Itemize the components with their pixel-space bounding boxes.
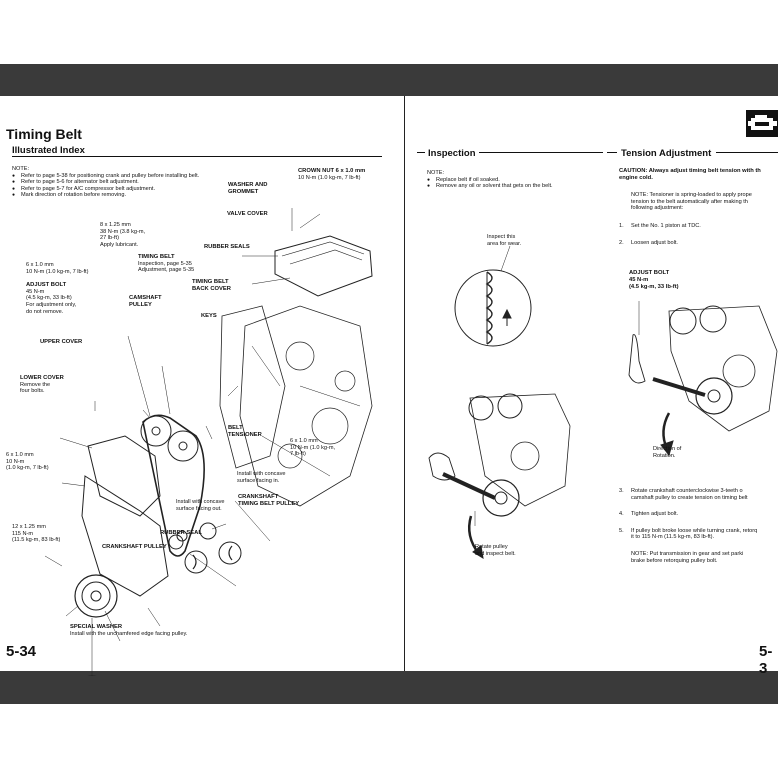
tension-adjust-illustration	[609, 291, 778, 491]
step-number: 2.	[619, 239, 624, 246]
timing-belt-ref: Inspection, page 5-35	[138, 260, 192, 267]
caution-block	[619, 168, 778, 182]
washer-grommet-callout	[228, 182, 267, 196]
section-subtitle: Illustrated Index	[12, 145, 85, 156]
timing-belt-callout	[138, 254, 218, 274]
direction-caption-line: Rotation.	[653, 452, 676, 459]
bolt-spec-line: 115 N-m	[12, 530, 34, 537]
crankshaft-timing-pulley-callout	[238, 494, 299, 508]
left-manual-page	[0, 96, 384, 671]
step-text: it to 115 N-m (11.5 kg-m, 83 lb-ft).	[631, 534, 715, 541]
inspect-caption-line: Inspect this	[487, 234, 516, 240]
step-4	[619, 511, 778, 518]
concave-out-line: surface facing out.	[176, 505, 222, 512]
bolt-6x10-callout-right	[290, 438, 380, 458]
wrench-shape	[653, 379, 705, 395]
inspection-notes	[427, 170, 607, 190]
back-cover-callout	[192, 279, 231, 293]
belt-tensioner-line: BELT	[228, 425, 243, 431]
adjust-bolt-spec: 45 N-m	[26, 288, 45, 295]
rubber-seal-callout: RUBBER SEAL	[160, 530, 202, 536]
adjust-bolt-label: ADJUST BOLT	[629, 270, 670, 276]
inspection-note-item: ● Replace belt if oil soaked.	[427, 177, 607, 184]
direction-caption	[653, 446, 723, 459]
special-washer-callout	[70, 624, 250, 637]
steps-3-5	[619, 488, 778, 564]
concave-out-line: Install with concave	[176, 499, 225, 505]
camshaft-pulley-line: CAMSHAFT	[129, 295, 162, 301]
step-text: Loosen adjust bolt.	[631, 239, 678, 246]
concave-in-line: Install with concave	[237, 471, 286, 477]
adjust-bolt-note: For adjustment only,	[26, 301, 77, 308]
camshaft-pulley-callout	[129, 295, 162, 309]
belt-tensioner-line: TENSIONER	[228, 431, 262, 438]
caution-line: engine cold.	[619, 174, 653, 181]
crown-nut-callout	[298, 168, 382, 181]
lower-cover-label: LOWER COVER	[20, 375, 64, 381]
bolt-spec-line: 12 x 1.25 mm	[12, 524, 46, 530]
belt-tensioner-callout	[228, 425, 262, 439]
inspect-caption-line: area for wear.	[487, 240, 522, 247]
direction-caption-line: Direction of	[653, 446, 682, 452]
engine-glyph-icon	[746, 110, 778, 137]
rotate-caption-line: Rotate pulley	[475, 544, 508, 550]
bolt-spec-line: 8 x 1.25 mm	[100, 222, 131, 228]
crown-nut-label: CROWN NUT 6 x 1.0 mm	[298, 168, 366, 174]
lower-cover-note: four bolts.	[20, 388, 45, 395]
page-number-left: 5-34	[6, 643, 37, 660]
tensioner-note-line: following adjustment:	[631, 205, 684, 212]
top-dark-band	[0, 64, 778, 96]
step-text: Set the No. 1 piston at TDC.	[631, 223, 701, 229]
crown-nut-spec: 10 N-m (1.0 kg-m, 7 lb-ft)	[298, 174, 361, 181]
back-cover-line: TIMING BELT	[192, 279, 229, 285]
bolt-spec-line: 27 lb-ft)	[100, 235, 119, 242]
bolt-6x10-callout-left	[26, 262, 116, 275]
rubber-seals-callout: RUBBER SEALS	[204, 244, 250, 250]
tensioner-note	[631, 192, 778, 212]
inspection-rule-left	[417, 152, 425, 153]
inspection-note-label: NOTE:	[427, 170, 445, 176]
upper-cover-shape	[88, 436, 160, 516]
step-3	[619, 488, 778, 501]
right-manual-page	[404, 96, 778, 677]
step-5	[619, 528, 778, 541]
concave-in-note	[237, 471, 317, 484]
adjust-bolt-spec: (4.5 kg-m, 33 lb-ft)	[629, 283, 679, 290]
crankshaft-pulley-shape	[75, 575, 117, 617]
step-1	[619, 223, 778, 230]
rotate-caption-line: and inspect belt.	[475, 550, 516, 557]
adjust-bolt-callout	[26, 282, 106, 315]
bolt-spec-line: 6 x 1.0 mm	[290, 438, 318, 444]
step-text: Tighten adjust bolt.	[631, 511, 679, 518]
timing-belt-label: TIMING BELT	[138, 254, 175, 260]
valve-cover-callout: VALVE COVER	[227, 211, 268, 217]
bolt-spec-line: 38 N-m (3.8 kg-m,	[100, 228, 146, 235]
keys-callout: KEYS	[201, 313, 217, 319]
lower-cover-note: Remove the	[20, 381, 51, 388]
bolt-spec-line: 6 x 1.0 mm	[26, 262, 54, 268]
crankshaft-timing-pulley-line: TIMING BELT PULLEY	[238, 500, 300, 507]
note-item: ● Refer to page 5-38 for positioning crank and pulley before installing belt.	[12, 173, 272, 180]
caution-line: CAUTION: Always adjust timing belt tension with th	[619, 168, 761, 174]
timing-belt-ref: Adjustment, page 5-35	[138, 267, 195, 274]
bolt-spec-line: (11.5 kg-m, 83 lb-ft)	[12, 537, 61, 544]
bolt-spec-line: 10 N-m (1.0 kg-m, 7 lb-ft)	[26, 268, 89, 275]
adjust-bolt-spec: (4.5 kg-m, 33 lb-ft)	[26, 295, 72, 302]
note-item: ● Mark direction of rotation before removing.	[12, 192, 272, 199]
concave-in-line: surface facing in.	[237, 477, 280, 484]
bolt-12x125-callout	[12, 524, 92, 544]
adjust-bolt-note: do not remove.	[26, 308, 64, 315]
adjust-bolt-callout-right	[629, 270, 719, 290]
step-number: 3.	[619, 488, 624, 494]
bolt-spec-line: Apply lubricant.	[100, 241, 139, 248]
washer-grommet-line: WASHER AND	[228, 182, 268, 188]
special-washer-note: Install with the unchamfered edge facing pulley.	[70, 630, 188, 637]
inspection-note-item: ● Remove any oil or solvent that gets on the belt.	[427, 183, 607, 190]
washer-grommet-line: GROMMET	[228, 188, 259, 195]
final-note-line: NOTE: Put transmission in gear and set parki	[631, 550, 744, 557]
concave-in-detail	[219, 542, 241, 564]
crank-pulley-shape	[483, 480, 519, 516]
rotate-pulley-caption	[475, 544, 555, 557]
note-item: ● Refer to page 5-7 for A/C compressor belt adjustment.	[12, 186, 272, 193]
bolt-spec-line: 6 x 1.0 mm	[6, 452, 34, 458]
camshaft-pulley-line: PULLEY	[129, 301, 152, 308]
final-note-line: brake before retorquing pulley bolt.	[631, 557, 718, 564]
bolt-spec-line: (1.0 kg-m, 7 lb-ft)	[6, 465, 49, 472]
bolt-6x10-callout-lower	[6, 452, 76, 472]
inspect-area-caption	[487, 234, 547, 247]
bolt-8x125-callout	[100, 222, 180, 248]
tension-heading: Tension Adjustment	[621, 148, 712, 159]
page-number-right: 5-3	[759, 643, 773, 677]
note-label: NOTE:	[12, 166, 30, 172]
step-number: 4.	[619, 511, 624, 518]
steps-1-2	[619, 223, 778, 256]
step-text: Rotate crankshaft counterclockwise 3-teeth o	[631, 488, 743, 494]
special-washer-label: SPECIAL WASHER	[70, 624, 123, 630]
bolt-spec-line: 10 N-m (1.0 kg-m,	[290, 444, 336, 451]
upper-cover-callout: UPPER COVER	[40, 339, 83, 345]
bolt-spec-line: 7 lb-ft)	[290, 451, 306, 458]
adjust-bolt-label: ADJUST BOLT	[26, 282, 67, 288]
step-number: 5.	[619, 527, 624, 534]
inspection-rule-right	[479, 152, 603, 153]
belt-tensioner-shape	[200, 523, 216, 539]
tensioner-note-line: NOTE: Tensioner is spring-loaded to apply prope	[631, 192, 752, 198]
tension-rule-left	[607, 152, 617, 153]
step-number: 1.	[619, 223, 624, 229]
lower-cover-shape	[82, 476, 168, 596]
inspection-heading: Inspection	[428, 148, 476, 159]
back-cover-line: BACK COVER	[192, 285, 231, 292]
bolt-spec-line: 10 N-m	[6, 458, 25, 465]
step-text: camshaft pulley to create tension on timing belt	[631, 494, 748, 501]
page-title: Timing Belt	[6, 126, 82, 142]
belt-wear-magnifier	[455, 270, 531, 346]
step-2	[619, 240, 778, 247]
step-text: If pulley bolt broke loose while turning crank, retorq	[631, 527, 758, 534]
valve-cover-shape	[275, 236, 372, 296]
tension-rule-right	[716, 152, 778, 153]
note-item: ● Refer to page 5-6 for alternator belt adjustment.	[12, 179, 272, 186]
crankshaft-pulley-callout: CRANKSHAFT PULLEY	[102, 544, 167, 550]
adjust-bolt-spec: 45 N-m	[629, 276, 649, 283]
engine-exploded-diagram	[0, 156, 384, 676]
final-note	[619, 551, 778, 564]
inspection-illustration	[415, 226, 610, 646]
tensioner-note-line: tension to the belt automatically after making th	[631, 198, 748, 205]
crankshaft-timing-pulley-line: CRANKSHAFT	[238, 494, 279, 500]
lower-cover-callout	[20, 375, 90, 395]
engine-section-icon	[746, 110, 778, 137]
